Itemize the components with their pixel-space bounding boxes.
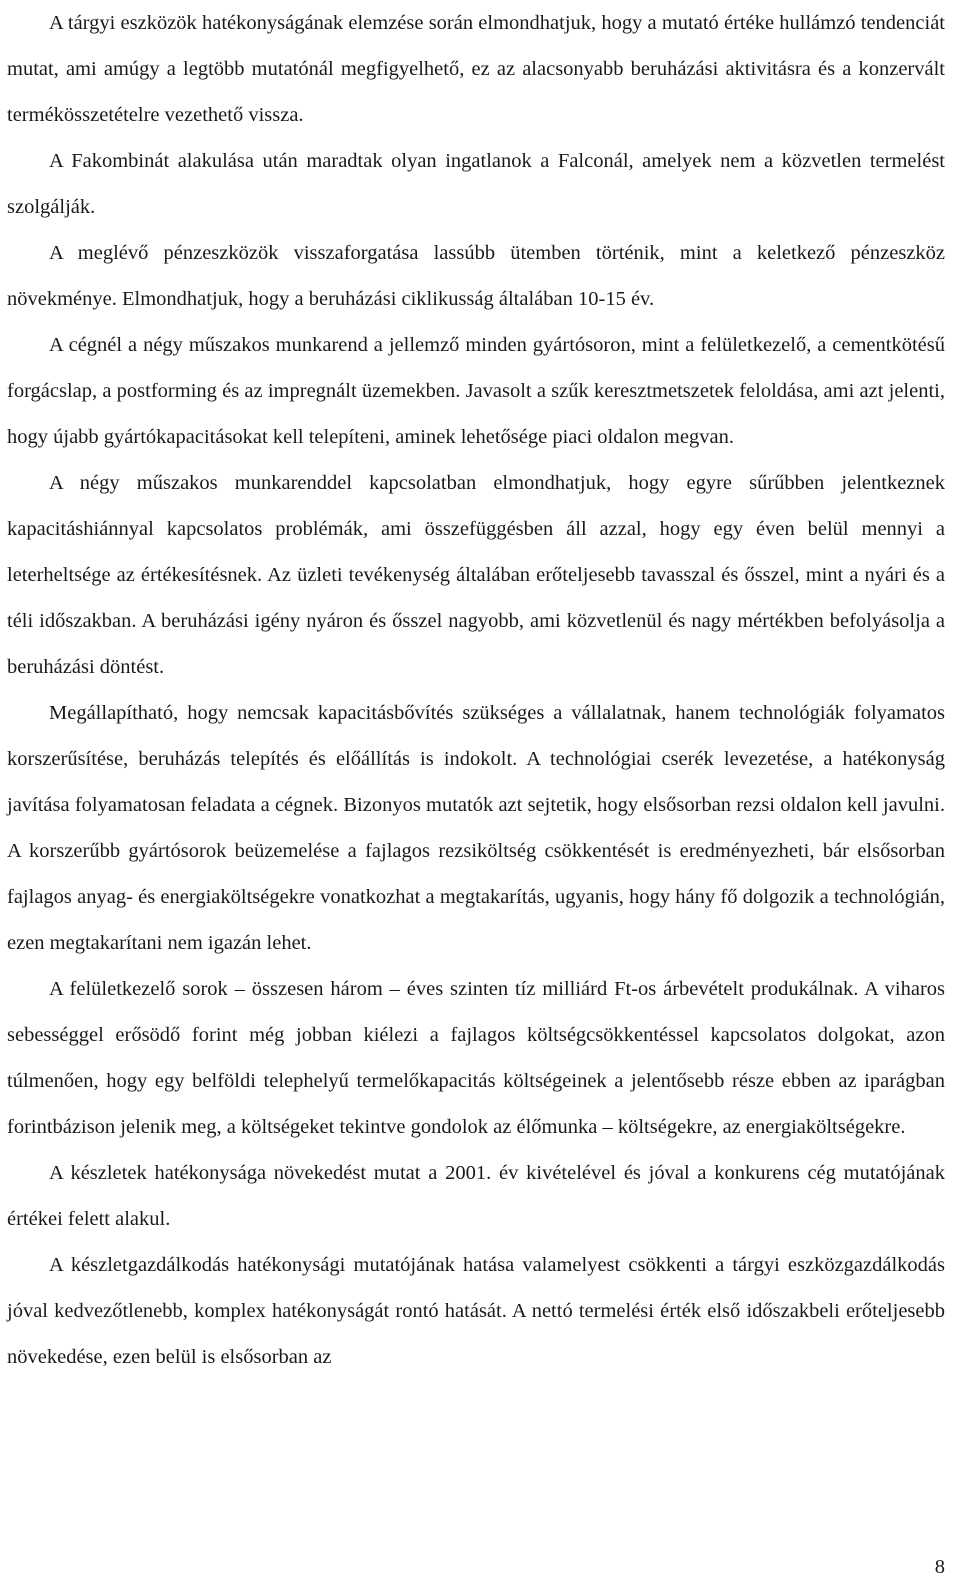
paragraph: A meglévő pénzeszközök visszaforgatása lassúbb ütemben történik, mint a keletkező pénzeszköz növekménye. Elmondhatjuk, hogy a beruházási ciklikusság általában 10-15 év.	[7, 242, 945, 310]
document-body	[7, 0, 945, 1380]
paragraph: A készletek hatékonysága növekedést mutat a 2001. év kivételével és jóval a konkurens cég mutatójának értékei felett alakul.	[7, 1162, 945, 1230]
paragraph: A tárgyi eszközök hatékonyságának elemzése során elmondhatjuk, hogy a mutató értéke hullámzó tendenciát mutat, ami amúgy a legtöbb mutatónál megfigyelhető, ez az alacsonyabb beruházási aktivitásra és a konzervált termékösszetételre vezethető vissza.	[7, 12, 945, 126]
paragraph: A Fakombinát alakulása után maradtak olyan ingatlanok a Falconál, amelyek nem a közvetlen termelést szolgálják.	[7, 150, 945, 218]
paragraph: A cégnél a négy műszakos munkarend a jellemző minden gyártósoron, mint a felületkezelő, a cementkötésű forgácslap, a postforming és az impregnált üzemekben. Javasolt a szűk keresztmetszetek feloldása, ami azt jelenti, hogy újabb gyártókapacitásokat kell telepíteni, aminek lehetősége piaci oldalon megvan.	[7, 334, 945, 448]
paragraph: A készletgazdálkodás hatékonysági mutatójának hatása valamelyest csökkenti a tárgyi eszközgazdálkodás jóval kedvezőtlenebb, komplex hatékonyságát rontó hatását. A nettó termelési érték első időszakbeli erőteljesebb növekedése, ezen belül is elsősorban az	[7, 1254, 945, 1368]
paragraph: A felületkezelő sorok – összesen három – éves szinten tíz milliárd Ft-os árbevételt produkálnak. A viharos sebességgel erősödő forint még jobban kiélezi a fajlagos költségcsökkentéssel kapcsolatos dolgokat, azon túlmenően, hogy egy belföldi telephelyű termelőkapacitás költségeinek a jelentősebb része ebben az iparágban forintbázison jelenik meg, a költségeket tekintve gondolok az élőmunka – költségekre, az energiaköltségekre.	[7, 978, 945, 1138]
paragraph: A négy műszakos munkarenddel kapcsolatban elmondhatjuk, hogy egyre sűrűbben jelentkeznek kapacitáshiánnyal kapcsolatos problémák, ami összefüggésben áll azzal, hogy egy éven belül mennyi a leterheltsége az értékesítésnek. Az üzleti tevékenység általában erőteljesebb tavasszal és ősszel, mint a nyári és a téli időszakban. A beruházási igény nyáron és ősszel nagyobb, ami közvetlenül és nagy mértékben befolyásolja a beruházási döntést.	[7, 472, 945, 678]
page-number: 8	[934, 1556, 945, 1578]
paragraph: Megállapítható, hogy nemcsak kapacitásbővítés szükséges a vállalatnak, hanem technológiák folyamatos korszerűsítése, beruházás telepítés és előállítás is indokolt. A technológiai cserék levezetése, a hatékonyság javítása folyamatosan feladata a cégnek. Bizonyos mutatók azt sejtetik, hogy elsősorban rezsi oldalon kell javulni. A korszerűbb gyártósorok beüzemelése a fajlagos rezsiköltség csökkentését is eredményezheti, bár elsősorban fajlagos anyag- és energiaköltségekre vonatkozhat a megtakarítás, ugyanis, hogy hány fő dolgozik a technológián, ezen megtakarítani nem igazán lehet.	[7, 702, 945, 954]
